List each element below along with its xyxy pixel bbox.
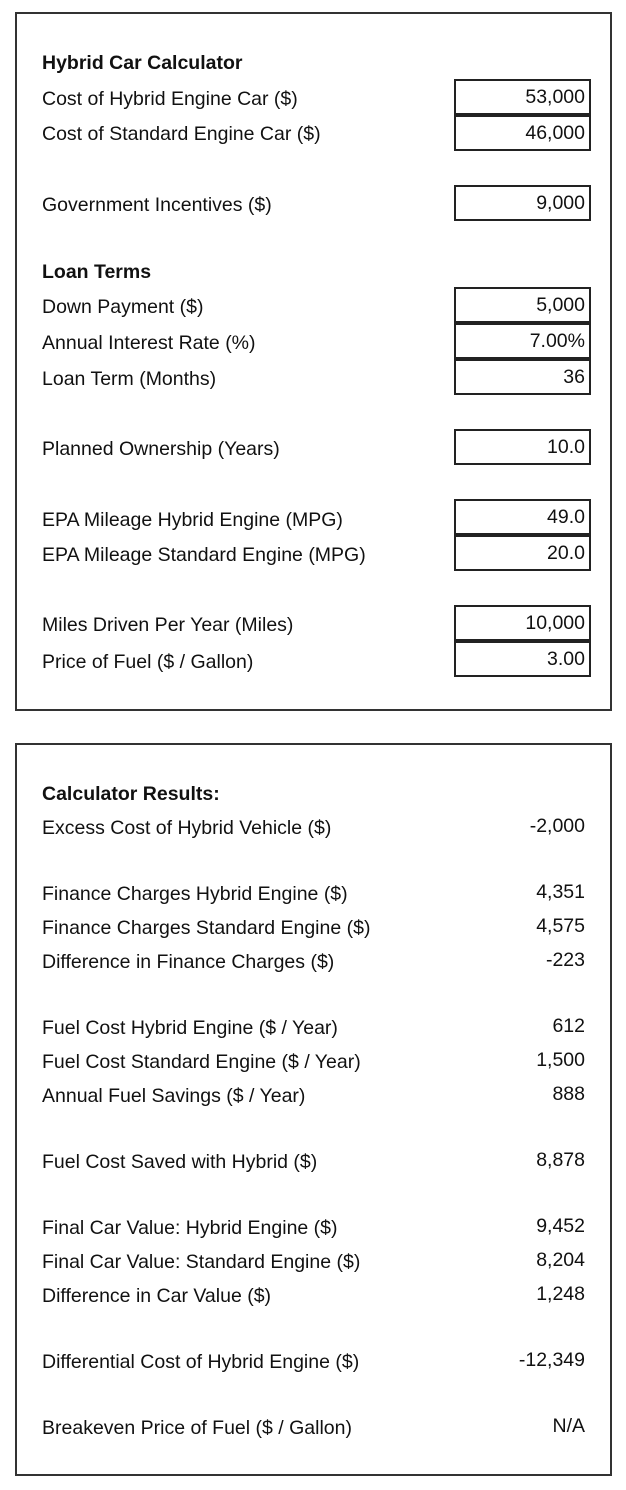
fuel-standard-value: 1,500 bbox=[536, 1049, 585, 1071]
down-payment-label: Down Payment ($) bbox=[42, 296, 204, 318]
value-standard-value: 8,204 bbox=[536, 1249, 585, 1271]
loan-terms-heading: Loan Terms bbox=[42, 261, 152, 283]
excess-cost-label: Excess Cost of Hybrid Vehicle ($) bbox=[42, 817, 332, 839]
value-diff-label: Difference in Car Value ($) bbox=[42, 1285, 272, 1307]
inputs-panel bbox=[15, 12, 612, 711]
calculator-title: Hybrid Car Calculator bbox=[42, 52, 243, 74]
mpg-standard-label: EPA Mileage Standard Engine (MPG) bbox=[42, 544, 366, 566]
interest-rate-input[interactable] bbox=[454, 323, 591, 359]
fuel-price-input[interactable] bbox=[454, 641, 591, 677]
miles-per-year-input[interactable] bbox=[454, 605, 591, 641]
results-panel bbox=[15, 743, 612, 1476]
ownership-input[interactable] bbox=[454, 429, 591, 465]
down-payment-input[interactable] bbox=[454, 287, 591, 323]
value-diff-value: 1,248 bbox=[536, 1283, 585, 1305]
fuel-standard-label: Fuel Cost Standard Engine ($ / Year) bbox=[42, 1051, 361, 1073]
differential-cost-label: Differential Cost of Hybrid Engine ($) bbox=[42, 1351, 360, 1373]
fuel-saved-value: 8,878 bbox=[536, 1149, 585, 1171]
cost-standard-label: Cost of Standard Engine Car ($) bbox=[42, 123, 321, 145]
finance-hybrid-label: Finance Charges Hybrid Engine ($) bbox=[42, 883, 348, 905]
fuel-price-label: Price of Fuel ($ / Gallon) bbox=[42, 651, 254, 673]
fuel-saved-label: Fuel Cost Saved with Hybrid ($) bbox=[42, 1151, 318, 1173]
breakeven-label: Breakeven Price of Fuel ($ / Gallon) bbox=[42, 1417, 352, 1439]
results-title: Calculator Results: bbox=[42, 783, 220, 805]
breakeven-value: N/A bbox=[552, 1415, 585, 1437]
finance-diff-label: Difference in Finance Charges ($) bbox=[42, 951, 335, 973]
value-hybrid-value: 9,452 bbox=[536, 1215, 585, 1237]
finance-diff-value: -223 bbox=[545, 949, 585, 971]
differential-cost-value: -12,349 bbox=[518, 1349, 585, 1371]
fuel-savings-label: Annual Fuel Savings ($ / Year) bbox=[42, 1085, 306, 1107]
incentives-input[interactable] bbox=[454, 185, 591, 221]
interest-rate-label: Annual Interest Rate (%) bbox=[42, 332, 256, 354]
fuel-hybrid-value: 612 bbox=[552, 1015, 585, 1037]
finance-standard-value: 4,575 bbox=[536, 915, 585, 937]
cost-hybrid-label: Cost of Hybrid Engine Car ($) bbox=[42, 88, 298, 110]
miles-per-year-label: Miles Driven Per Year (Miles) bbox=[42, 614, 294, 636]
excess-cost-value: -2,000 bbox=[529, 815, 585, 837]
finance-hybrid-value: 4,351 bbox=[536, 881, 585, 903]
finance-standard-label: Finance Charges Standard Engine ($) bbox=[42, 917, 371, 939]
loan-term-input[interactable] bbox=[454, 359, 591, 395]
value-hybrid-label: Final Car Value: Hybrid Engine ($) bbox=[42, 1217, 338, 1239]
incentives-label: Government Incentives ($) bbox=[42, 194, 272, 216]
mpg-standard-input[interactable] bbox=[454, 535, 591, 571]
cost-hybrid-input[interactable] bbox=[454, 79, 591, 115]
fuel-savings-value: 888 bbox=[552, 1083, 585, 1105]
ownership-label: Planned Ownership (Years) bbox=[42, 438, 280, 460]
fuel-hybrid-label: Fuel Cost Hybrid Engine ($ / Year) bbox=[42, 1017, 338, 1039]
mpg-hybrid-label: EPA Mileage Hybrid Engine (MPG) bbox=[42, 509, 343, 531]
value-standard-label: Final Car Value: Standard Engine ($) bbox=[42, 1251, 361, 1273]
cost-standard-input[interactable] bbox=[454, 115, 591, 151]
loan-term-label: Loan Term (Months) bbox=[42, 368, 217, 390]
mpg-hybrid-input[interactable] bbox=[454, 499, 591, 535]
